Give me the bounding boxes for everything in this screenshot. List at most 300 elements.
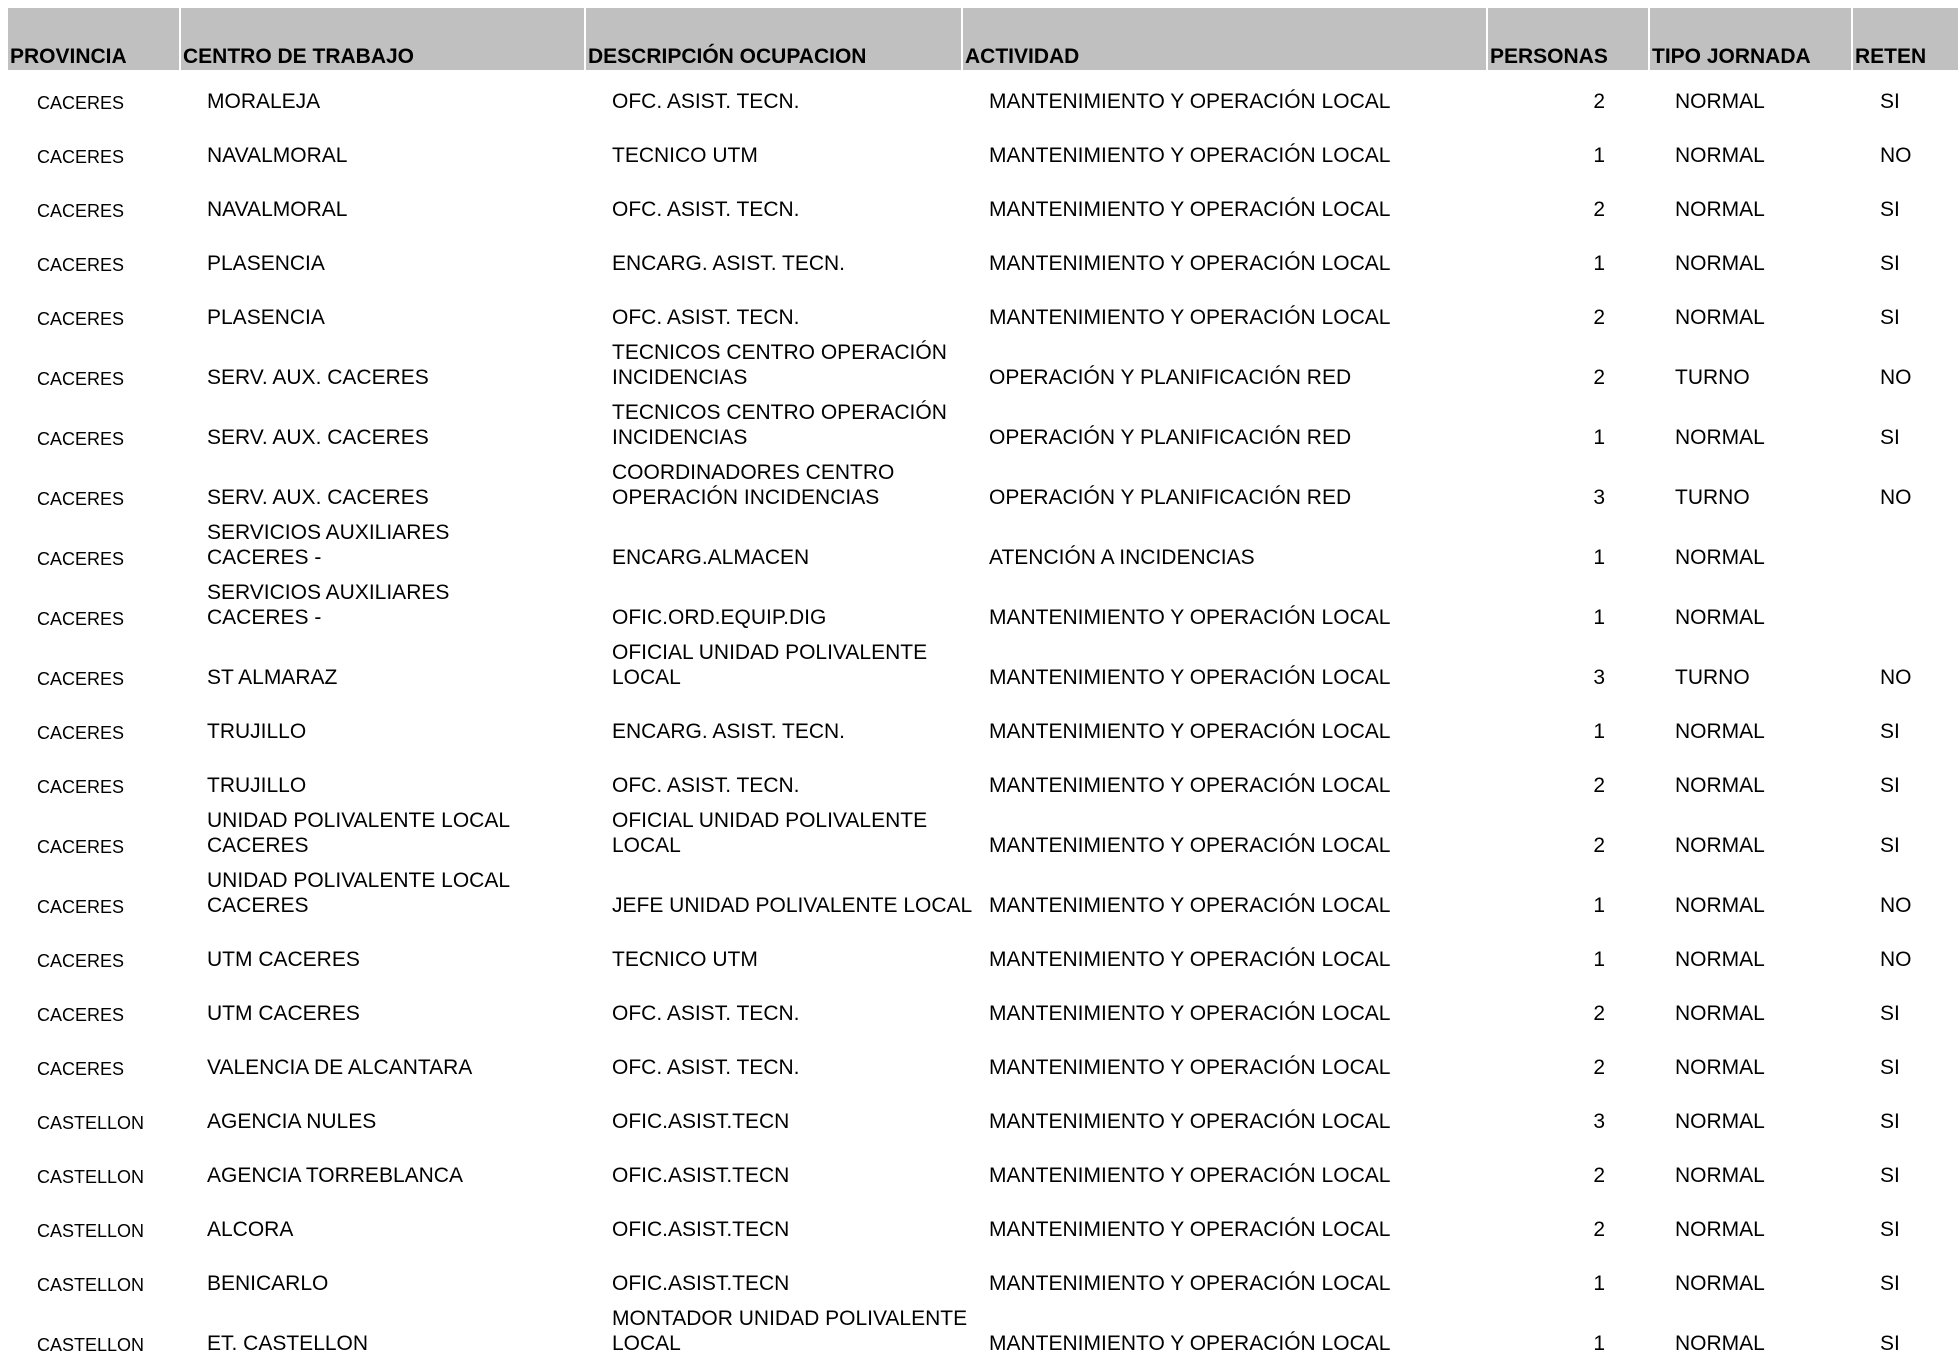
cell-centro <box>180 232 585 286</box>
cell-reten <box>1852 460 1958 520</box>
cell-centro-text: AGENCIA TORREBLANCA <box>207 1164 463 1187</box>
cell-actividad <box>962 1144 1487 1198</box>
cell-personas-text: 1 <box>1593 1272 1605 1295</box>
cell-provincia <box>8 70 180 124</box>
cell-actividad-text: MANTENIMIENTO Y OPERACIÓN LOCAL <box>989 1002 1391 1025</box>
cell-provincia-text: CACERES <box>37 897 125 917</box>
cell-actividad-text: MANTENIMIENTO Y OPERACIÓN LOCAL <box>989 90 1391 113</box>
cell-tipo-jornada <box>1649 580 1852 640</box>
cell-personas-text: 1 <box>1593 720 1605 743</box>
cell-tipo-jornada <box>1649 70 1852 124</box>
cell-descripcion <box>585 460 962 520</box>
cell-tipo-jornada <box>1649 1144 1852 1198</box>
cell-tipo-jornada-text: NORMAL <box>1675 1272 1765 1295</box>
cell-reten-text: SI <box>1880 1272 1900 1295</box>
cell-centro-text: SERVICIOS AUXILIARES CACERES - <box>207 581 450 629</box>
cell-personas <box>1487 286 1649 340</box>
cell-descripcion-text: OFICIAL UNIDAD POLIVALENTE LOCAL <box>612 809 928 857</box>
table-row <box>8 1306 1958 1366</box>
cell-tipo-jornada <box>1649 808 1852 868</box>
header-tipo-jornada: TIPO JORNADA <box>1649 8 1852 70</box>
cell-tipo-jornada-text: NORMAL <box>1675 1110 1765 1133</box>
cell-reten <box>1852 124 1958 178</box>
cell-actividad-text: MANTENIMIENTO Y OPERACIÓN LOCAL <box>989 894 1391 917</box>
cell-centro <box>180 286 585 340</box>
cell-reten <box>1852 1306 1958 1366</box>
table-row <box>8 808 1958 868</box>
cell-tipo-jornada <box>1649 460 1852 520</box>
cell-provincia <box>8 286 180 340</box>
cell-actividad <box>962 400 1487 460</box>
cell-descripcion <box>585 124 962 178</box>
cell-centro <box>180 520 585 580</box>
cell-actividad <box>962 178 1487 232</box>
cell-reten-text: SI <box>1880 1110 1900 1133</box>
cell-actividad-text: MANTENIMIENTO Y OPERACIÓN LOCAL <box>989 948 1391 971</box>
cell-provincia <box>8 124 180 178</box>
cell-provincia-text: CACERES <box>37 549 125 569</box>
cell-tipo-jornada <box>1649 124 1852 178</box>
cell-reten-text: NO <box>1880 486 1912 509</box>
cell-reten-text: SI <box>1880 834 1900 857</box>
cell-provincia-text: CACERES <box>37 369 125 389</box>
cell-personas-text: 2 <box>1593 306 1605 329</box>
cell-actividad <box>962 1036 1487 1090</box>
header-reten: RETEN <box>1852 8 1958 70</box>
cell-tipo-jornada <box>1649 1198 1852 1252</box>
cell-reten-text: SI <box>1880 426 1900 449</box>
cell-reten-text: NO <box>1880 666 1912 689</box>
cell-reten <box>1852 754 1958 808</box>
cell-actividad-text: MANTENIMIENTO Y OPERACIÓN LOCAL <box>989 144 1391 167</box>
cell-provincia-text: CACERES <box>37 147 125 167</box>
header-row <box>8 8 1958 70</box>
cell-centro-text: ALCORA <box>207 1218 294 1241</box>
cell-provincia-text: CASTELLON <box>37 1221 145 1241</box>
cell-centro <box>180 1306 585 1366</box>
cell-actividad-text: MANTENIMIENTO Y OPERACIÓN LOCAL <box>989 720 1391 743</box>
cell-actividad-text: MANTENIMIENTO Y OPERACIÓN LOCAL <box>989 834 1391 857</box>
cell-descripcion-text: OFIC.ASIST.TECN <box>612 1110 790 1133</box>
table-row <box>8 868 1958 928</box>
cell-provincia <box>8 520 180 580</box>
cell-tipo-jornada-text: NORMAL <box>1675 606 1765 629</box>
table-row <box>8 1036 1958 1090</box>
cell-reten-text: SI <box>1880 774 1900 797</box>
cell-descripcion <box>585 700 962 754</box>
cell-descripcion <box>585 340 962 400</box>
cell-provincia <box>8 1306 180 1366</box>
cell-personas-text: 2 <box>1593 366 1605 389</box>
cell-tipo-jornada-text: NORMAL <box>1675 1218 1765 1241</box>
cell-actividad <box>962 808 1487 868</box>
cell-actividad <box>962 70 1487 124</box>
cell-tipo-jornada-text: NORMAL <box>1675 144 1765 167</box>
cell-centro-text: UTM CACERES <box>207 948 360 971</box>
cell-tipo-jornada-text: NORMAL <box>1675 306 1765 329</box>
cell-personas <box>1487 124 1649 178</box>
cell-provincia-text: CASTELLON <box>37 1113 145 1133</box>
table-row <box>8 400 1958 460</box>
cell-descripcion <box>585 232 962 286</box>
cell-provincia <box>8 640 180 700</box>
cell-personas <box>1487 808 1649 868</box>
cell-personas <box>1487 1306 1649 1366</box>
cell-actividad <box>962 928 1487 982</box>
cell-tipo-jornada-text: NORMAL <box>1675 546 1765 569</box>
cell-centro <box>180 340 585 400</box>
cell-tipo-jornada-text: NORMAL <box>1675 1002 1765 1025</box>
table-row <box>8 232 1958 286</box>
cell-tipo-jornada-text: NORMAL <box>1675 834 1765 857</box>
cell-provincia <box>8 1144 180 1198</box>
cell-personas-text: 2 <box>1593 1164 1605 1187</box>
cell-provincia <box>8 340 180 400</box>
cell-provincia <box>8 1198 180 1252</box>
spreadsheet <box>8 8 1958 1366</box>
cell-centro-text: UNIDAD POLIVALENTE LOCAL CACERES <box>207 869 510 917</box>
table-row <box>8 70 1958 124</box>
cell-tipo-jornada-text: NORMAL <box>1675 1332 1765 1355</box>
table-row <box>8 982 1958 1036</box>
cell-descripcion-text: OFICIAL UNIDAD POLIVALENTE LOCAL <box>612 641 928 689</box>
cell-actividad <box>962 286 1487 340</box>
cell-provincia-text: CACERES <box>37 723 125 743</box>
table-body <box>8 70 1958 1366</box>
cell-descripcion-text: JEFE UNIDAD POLIVALENTE LOCAL <box>612 894 973 917</box>
cell-centro-text: SERV. AUX. CACERES <box>207 426 429 449</box>
cell-descripcion <box>585 640 962 700</box>
cell-descripcion <box>585 1090 962 1144</box>
cell-provincia <box>8 808 180 868</box>
cell-tipo-jornada <box>1649 1036 1852 1090</box>
cell-actividad-text: MANTENIMIENTO Y OPERACIÓN LOCAL <box>989 1218 1391 1241</box>
cell-personas <box>1487 1198 1649 1252</box>
cell-personas-text: 3 <box>1593 1110 1605 1133</box>
cell-actividad-text: MANTENIMIENTO Y OPERACIÓN LOCAL <box>989 198 1391 221</box>
table-row <box>8 340 1958 400</box>
table-row <box>8 1144 1958 1198</box>
cell-tipo-jornada <box>1649 178 1852 232</box>
cell-provincia-text: CACERES <box>37 837 125 857</box>
cell-descripcion <box>585 868 973 928</box>
cell-provincia <box>8 700 180 754</box>
cell-tipo-jornada <box>1649 400 1852 460</box>
cell-provincia <box>8 1090 180 1144</box>
cell-centro <box>180 982 585 1036</box>
cell-provincia-text: CASTELLON <box>37 1275 145 1295</box>
cell-provincia-text: CACERES <box>37 309 125 329</box>
cell-actividad <box>962 1252 1487 1306</box>
cell-centro <box>180 640 585 700</box>
cell-tipo-jornada <box>1649 1252 1852 1306</box>
cell-descripcion-text: ENCARG. ASIST. TECN. <box>612 252 845 275</box>
cell-reten-text: SI <box>1880 1056 1900 1079</box>
cell-personas <box>1487 1036 1649 1090</box>
cell-provincia <box>8 1252 180 1306</box>
cell-centro-text: MORALEJA <box>207 90 321 113</box>
cell-centro-text: BENICARLO <box>207 1272 329 1295</box>
cell-personas-text: 1 <box>1593 606 1605 629</box>
cell-centro-text: PLASENCIA <box>207 306 325 329</box>
cell-provincia-text: CACERES <box>37 93 125 113</box>
cell-personas-text: 3 <box>1593 486 1605 509</box>
cell-reten <box>1852 928 1958 982</box>
cell-descripcion-text: OFC. ASIST. TECN. <box>612 90 800 113</box>
cell-descripcion <box>585 1252 962 1306</box>
cell-descripcion-text: OFC. ASIST. TECN. <box>612 1056 800 1079</box>
cell-tipo-jornada <box>1649 1090 1852 1144</box>
cell-actividad <box>962 460 1487 520</box>
cell-reten <box>1852 400 1958 460</box>
cell-descripcion <box>585 520 962 580</box>
table-row <box>8 928 1958 982</box>
cell-personas-text: 2 <box>1593 1002 1605 1025</box>
cell-reten-text: SI <box>1880 90 1900 113</box>
cell-reten <box>1852 808 1958 868</box>
table-row <box>8 1252 1958 1306</box>
cell-provincia <box>8 754 180 808</box>
cell-reten <box>1852 982 1958 1036</box>
cell-descripcion <box>585 1306 968 1366</box>
cell-personas <box>1487 70 1649 124</box>
header-provincia: PROVINCIA <box>8 8 180 70</box>
header-centro: CENTRO DE TRABAJO <box>180 8 585 70</box>
cell-personas-text: 2 <box>1593 90 1605 113</box>
cell-descripcion <box>585 1144 962 1198</box>
cell-provincia-text: CACERES <box>37 1059 125 1079</box>
cell-provincia-text: CACERES <box>37 777 125 797</box>
cell-personas <box>1487 700 1649 754</box>
cell-tipo-jornada-text: NORMAL <box>1675 1056 1765 1079</box>
cell-provincia <box>8 1036 180 1090</box>
cell-actividad <box>962 982 1487 1036</box>
cell-provincia-text: CASTELLON <box>37 1167 145 1187</box>
cell-personas <box>1487 178 1649 232</box>
cell-descripcion <box>585 1036 962 1090</box>
cell-descripcion-text: TECNICOS CENTRO OPERACIÓN INCIDENCIAS <box>612 401 947 449</box>
cell-tipo-jornada <box>1649 520 1852 580</box>
cell-reten-text: SI <box>1880 198 1900 221</box>
cell-personas <box>1487 340 1649 400</box>
cell-personas <box>1487 868 1649 928</box>
cell-centro <box>180 400 585 460</box>
table-row <box>8 1090 1958 1144</box>
cell-actividad-text: MANTENIMIENTO Y OPERACIÓN LOCAL <box>989 252 1391 275</box>
cell-personas-text: 1 <box>1593 948 1605 971</box>
table-row <box>8 580 1958 640</box>
cell-actividad <box>962 1198 1487 1252</box>
table-row <box>8 1198 1958 1252</box>
cell-tipo-jornada-text: NORMAL <box>1675 90 1765 113</box>
cell-provincia <box>8 178 180 232</box>
table-row <box>8 124 1958 178</box>
cell-personas-text: 2 <box>1593 198 1605 221</box>
cell-tipo-jornada-text: NORMAL <box>1675 198 1765 221</box>
staffing-table <box>8 8 1958 1366</box>
cell-descripcion <box>585 808 962 868</box>
cell-tipo-jornada-text: NORMAL <box>1675 948 1765 971</box>
cell-centro <box>180 754 585 808</box>
cell-personas <box>1487 400 1649 460</box>
cell-actividad-text: OPERACIÓN Y PLANIFICACIÓN RED <box>989 366 1352 389</box>
cell-descripcion <box>585 70 962 124</box>
cell-centro-text: UNIDAD POLIVALENTE LOCAL CACERES <box>207 809 510 857</box>
cell-reten <box>1852 1252 1958 1306</box>
cell-actividad-text: MANTENIMIENTO Y OPERACIÓN LOCAL <box>989 1110 1391 1133</box>
cell-tipo-jornada <box>1649 340 1852 400</box>
cell-personas <box>1487 460 1649 520</box>
cell-tipo-jornada-text: TURNO <box>1675 366 1750 389</box>
cell-tipo-jornada <box>1649 982 1852 1036</box>
cell-descripcion-text: ENCARG. ASIST. TECN. <box>612 720 845 743</box>
cell-centro <box>180 1036 585 1090</box>
cell-reten-text: SI <box>1880 1002 1900 1025</box>
table-row <box>8 520 1958 580</box>
table-header <box>8 8 1958 70</box>
cell-centro <box>180 580 585 640</box>
cell-tipo-jornada <box>1649 640 1852 700</box>
cell-descripcion <box>585 580 962 640</box>
cell-provincia <box>8 400 180 460</box>
cell-personas-text: 2 <box>1593 1218 1605 1241</box>
cell-personas <box>1487 520 1649 580</box>
cell-provincia-text: CACERES <box>37 951 125 971</box>
cell-personas <box>1487 1252 1649 1306</box>
cell-descripcion-text: COORDINADORES CENTRO OPERACIÓN INCIDENCIAS <box>612 461 895 509</box>
header-personas: PERSONAS <box>1487 8 1649 70</box>
cell-provincia-text: CACERES <box>37 609 125 629</box>
cell-tipo-jornada-text: NORMAL <box>1675 720 1765 743</box>
cell-reten-text: SI <box>1880 720 1900 743</box>
cell-centro-text: SERV. AUX. CACERES <box>207 486 429 509</box>
cell-personas-text: 2 <box>1593 774 1605 797</box>
cell-reten <box>1852 340 1958 400</box>
cell-descripcion <box>585 928 962 982</box>
cell-descripcion-text: OFIC.ASIST.TECN <box>612 1272 790 1295</box>
cell-tipo-jornada-text: TURNO <box>1675 666 1750 689</box>
cell-descripcion <box>585 754 962 808</box>
cell-reten <box>1852 286 1958 340</box>
cell-tipo-jornada-text: TURNO <box>1675 486 1750 509</box>
cell-centro-text: NAVALMORAL <box>207 198 348 221</box>
cell-reten <box>1852 178 1958 232</box>
cell-provincia-text: CACERES <box>37 669 125 689</box>
cell-personas-text: 1 <box>1593 1332 1605 1355</box>
cell-centro-text: TRUJILLO <box>207 774 307 797</box>
cell-personas-text: 1 <box>1593 426 1605 449</box>
cell-centro <box>180 178 585 232</box>
table-row <box>8 178 1958 232</box>
cell-provincia <box>8 580 180 640</box>
cell-actividad-text: OPERACIÓN Y PLANIFICACIÓN RED <box>989 486 1352 509</box>
cell-actividad-text: MANTENIMIENTO Y OPERACIÓN LOCAL <box>989 1056 1391 1079</box>
cell-centro-text: VALENCIA DE ALCANTARA <box>207 1056 473 1079</box>
cell-reten <box>1852 70 1958 124</box>
cell-actividad <box>962 754 1487 808</box>
cell-actividad <box>962 1306 1487 1366</box>
cell-provincia-text: CACERES <box>37 201 125 221</box>
cell-centro-text: PLASENCIA <box>207 252 325 275</box>
cell-centro-text: TRUJILLO <box>207 720 307 743</box>
cell-reten-text: NO <box>1880 894 1912 917</box>
cell-reten <box>1852 1090 1958 1144</box>
cell-centro-text: SERV. AUX. CACERES <box>207 366 429 389</box>
cell-actividad-text: MANTENIMIENTO Y OPERACIÓN LOCAL <box>989 1164 1391 1187</box>
cell-actividad-text: OPERACIÓN Y PLANIFICACIÓN RED <box>989 426 1352 449</box>
cell-actividad <box>962 520 1487 580</box>
cell-personas <box>1487 928 1649 982</box>
cell-reten-text: SI <box>1880 306 1900 329</box>
cell-tipo-jornada <box>1649 754 1852 808</box>
cell-centro-text: SERVICIOS AUXILIARES CACERES - <box>207 521 450 569</box>
table-row <box>8 640 1958 700</box>
cell-centro <box>180 70 585 124</box>
table-row <box>8 754 1958 808</box>
cell-personas <box>1487 754 1649 808</box>
cell-personas-text: 1 <box>1593 894 1605 917</box>
cell-centro-text: ET. CASTELLON <box>207 1332 369 1355</box>
cell-tipo-jornada <box>1649 1306 1852 1366</box>
cell-actividad <box>962 1090 1487 1144</box>
cell-personas-text: 1 <box>1593 144 1605 167</box>
cell-provincia <box>8 928 180 982</box>
cell-centro-text: ST ALMARAZ <box>207 666 338 689</box>
header-actividad: ACTIVIDAD <box>962 8 1487 70</box>
cell-centro <box>180 460 585 520</box>
cell-provincia <box>8 460 180 520</box>
cell-provincia-text: CACERES <box>37 1005 125 1025</box>
cell-centro-text: UTM CACERES <box>207 1002 360 1025</box>
cell-tipo-jornada <box>1649 700 1852 754</box>
cell-tipo-jornada-text: NORMAL <box>1675 426 1765 449</box>
cell-reten <box>1852 1144 1958 1198</box>
cell-centro <box>180 868 585 928</box>
cell-descripcion-text: OFIC.ORD.EQUIP.DIG <box>612 606 827 629</box>
cell-reten <box>1852 700 1958 754</box>
cell-provincia <box>8 868 180 928</box>
cell-personas <box>1487 640 1649 700</box>
cell-descripcion-text: OFC. ASIST. TECN. <box>612 198 800 221</box>
cell-actividad-text: MANTENIMIENTO Y OPERACIÓN LOCAL <box>989 666 1391 689</box>
cell-reten <box>1852 868 1958 928</box>
cell-centro <box>180 1252 585 1306</box>
cell-reten-text: SI <box>1880 1332 1900 1355</box>
cell-personas <box>1487 982 1649 1036</box>
cell-tipo-jornada-text: NORMAL <box>1675 774 1765 797</box>
cell-actividad-text: MANTENIMIENTO Y OPERACIÓN LOCAL <box>989 1332 1391 1355</box>
cell-descripcion-text: OFIC.ASIST.TECN <box>612 1164 790 1187</box>
cell-reten <box>1852 232 1958 286</box>
cell-provincia-text: CACERES <box>37 489 125 509</box>
cell-actividad-text: MANTENIMIENTO Y OPERACIÓN LOCAL <box>989 306 1391 329</box>
cell-reten-text: NO <box>1880 948 1912 971</box>
cell-personas <box>1487 232 1649 286</box>
cell-provincia-text: CACERES <box>37 255 125 275</box>
cell-descripcion <box>585 400 962 460</box>
cell-personas-text: 1 <box>1593 252 1605 275</box>
cell-actividad <box>962 700 1487 754</box>
cell-tipo-jornada <box>1649 868 1852 928</box>
table-row <box>8 460 1958 520</box>
cell-descripcion-text: ENCARG.ALMACEN <box>612 546 810 569</box>
cell-actividad <box>962 580 1487 640</box>
cell-personas-text: 1 <box>1593 546 1605 569</box>
cell-reten-text: NO <box>1880 144 1912 167</box>
cell-provincia <box>8 982 180 1036</box>
cell-tipo-jornada <box>1649 286 1852 340</box>
cell-actividad <box>962 232 1487 286</box>
